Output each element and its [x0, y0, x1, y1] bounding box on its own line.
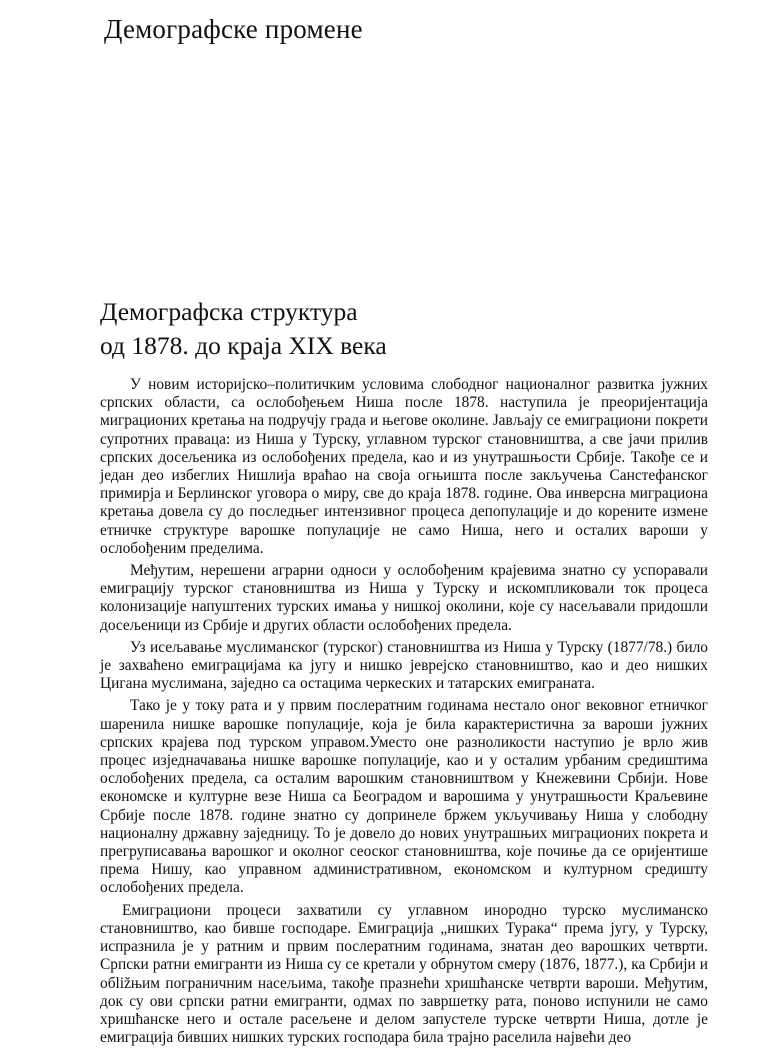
section-title-line-2: од 1878. до краја XIX века [100, 331, 387, 360]
paragraph-5: Емиграциони процеси захватили су углавном инородно турско муслиманско становништво, као бивше господаре. Емиграција „нишких Турака“ према југу, у Турску, испразнила је у ратним и првим послератним годинама, знатан део варошких четврти. Српски ратни емигранти из Ниша су се кретали у обрнутом смеру (1876, 1877.), ка Србији и обližњим пограничним насељима, такође празнећи хришћанске четврти вароши. Међутим, док су ови српски ратни емигранти, одмах по завршетку рата, поново испунили не само хришћанске него и остале расељене и делом запустеле турске четврти Ниша, дотле је емиграција бивших нишких турских господара била трајно раселила највећи део [100, 901, 708, 1047]
chapter-title: Демографске промене [104, 14, 363, 44]
paragraph-3: Уз исељавање муслиманског (турског) становништва из Ниша у Турску (1877/78.) било је захваћено емиграцијама ка југу и нишко јеврејско становништво, као и део нишких Цигана муслимана, заједно са остацима черкеских и татарских емиграната. [100, 638, 708, 693]
paragraph-1: У новим историјско–политичким условима слободног националног развитка јужних српских области, са ослобођењем Ниша после 1878. наступила је преоријентација миграционих кретања на подручју града и његове околине. Јављају се емиграциони покрети супротних праваца: из Ниша у Турску, углавном турског становништва, а све јачи прилив српских досељеника из ослобођених предела, као и из унутрашњости Србије. Такође се и један део избеглих Нишлија враћао на своја огњишта после закључења Санстефанског примирја и Берлинског уговора о миру, све до краја 1878. године. Ова инверсна миграциона кретања довела су до последњег интензивног процеса депопулације и до корените измене етничке структуре варошке популације не само Ниша, него и осталих вароши у ослобођеним пределима. [100, 376, 708, 557]
section-title [100, 295, 387, 363]
section-title-line-1: Демографска структура [100, 297, 358, 326]
paragraph-2: Међутим, нерешени аграрни односи у ослобођеним крајевима знатно су успоравали емиграцију турског становништва из Ниша у Турску и искомпликовали ток процеса колонизације напуштених турских имања у нишкој околини, које су насељавали придошли досељеници из Србије и других области ослобођених предела. [100, 562, 708, 634]
paragraph-4: Тако је у току рата и у првим послератним годинама нестало оног вековног етничког шаренила нишке варошке популације, која је била карактеристична за вароши јужних српских крајева под турском управом.Уместо оне разноликости наступио је врло жив процес изједначавања нишке варошке популације, као и у осталим урбаним средиштима ослобођених предела, са осталим варошким становништвом у Кнежевини Србији. Нове економске и културне везе Ниша са Београдом и варошима у унутрашњости Краљевине Србије после 1878. године знатно су допринеле бржем укључивању Ниша у слободну националну државну заједницу. То је довело до нових унутрашњих миграционих покрета и прегруписавања варошког и околног сеоског становништва, које почиње да се оријентише према Нишу, као управном административном, економском и културном средишту ослобођених предела. [100, 697, 708, 897]
body-text [100, 376, 708, 1051]
